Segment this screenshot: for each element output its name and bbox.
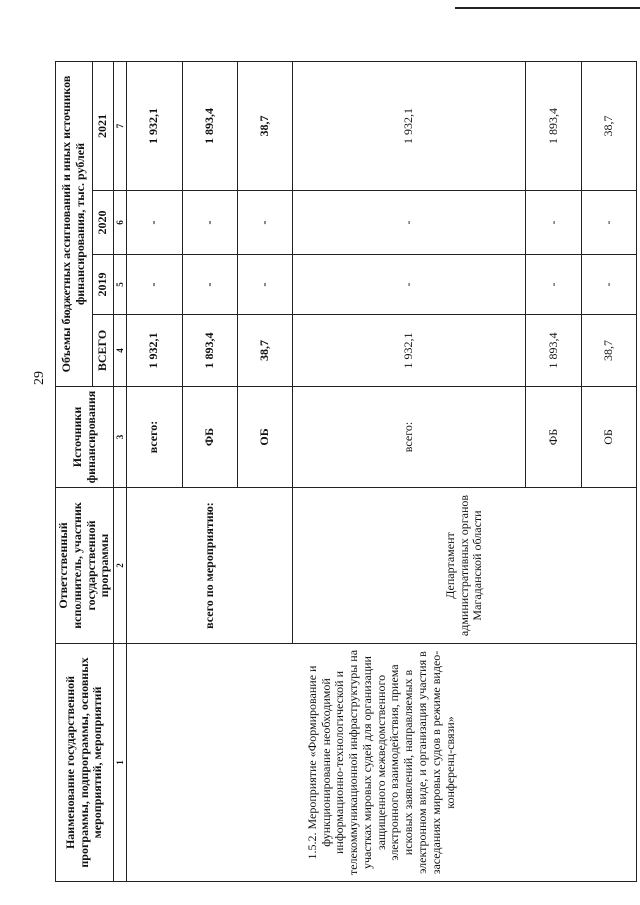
header-2021: 2021 xyxy=(93,62,114,191)
col-number: 2 xyxy=(114,488,127,644)
header-2020: 2020 xyxy=(93,191,114,255)
header-source: Источники финансирования xyxy=(56,387,114,488)
row-2019: - xyxy=(581,255,636,315)
department-name: Департамент административных органов Магаданской области xyxy=(293,488,637,644)
page-number: 29 xyxy=(32,371,47,385)
col-number: 6 xyxy=(114,191,127,255)
row-total: 38,7 xyxy=(237,315,292,387)
header-measure: Наименование государственной программы, подпрограммы, основных мероприятий, мероприятий xyxy=(56,644,114,882)
row-total: 1 932,1 xyxy=(127,315,182,387)
row-2021: 1 932,1 xyxy=(127,62,182,191)
header-total: ВСЕГО xyxy=(93,315,114,387)
col-number: 4 xyxy=(114,315,127,387)
row-total: 38,7 xyxy=(581,315,636,387)
row-2021: 38,7 xyxy=(581,62,636,191)
all-measure-label: всего по мероприятию: xyxy=(127,488,293,644)
header-2019: 2019 xyxy=(93,255,114,315)
measure-name: 1.5.2. Мероприятие «Формирование и функционирование необходимой информационно-технологической и телекоммуникационной инфраструктуры на участках мировых судей для организации защищенного межведомственного электронного взаимодействия, приема исковых заявлений, направляемых в электронном виде, и организация участия в заседаниях мировых судов в режиме видео-конференц-связи» xyxy=(127,644,637,882)
header-budget-group: Объемы бюджетных ассигнований и иных источников финансирования, тыс. рублей xyxy=(56,62,93,387)
header-rule xyxy=(455,7,640,9)
col-number: 7 xyxy=(114,62,127,191)
row-2021: 1 893,4 xyxy=(526,62,581,191)
row-total: 1 932,1 xyxy=(293,315,526,387)
row-2020: - xyxy=(127,191,182,255)
row-source: ОБ xyxy=(237,387,292,488)
row-2020: - xyxy=(237,191,292,255)
row-2020: - xyxy=(293,191,526,255)
row-2020: - xyxy=(581,191,636,255)
row-2020: - xyxy=(182,191,237,255)
row-source: ФБ xyxy=(526,387,581,488)
col-number: 5 xyxy=(114,255,127,315)
budget-table xyxy=(55,61,637,882)
rotated-table-wrapper xyxy=(55,62,637,882)
row-source: всего: xyxy=(127,387,182,488)
col-number: 1 xyxy=(114,644,127,882)
row-2019: - xyxy=(526,255,581,315)
row-total: 1 893,4 xyxy=(526,315,581,387)
row-source: ФБ xyxy=(182,387,237,488)
row-2019: - xyxy=(182,255,237,315)
row-2021: 1 932,1 xyxy=(293,62,526,191)
row-2021: 38,7 xyxy=(237,62,292,191)
row-source: всего: xyxy=(293,387,526,488)
row-2020: - xyxy=(526,191,581,255)
row-2019: - xyxy=(127,255,182,315)
row-total: 1 893,4 xyxy=(182,315,237,387)
row-2019: - xyxy=(237,255,292,315)
col-number: 3 xyxy=(114,387,127,488)
row-2019: - xyxy=(293,255,526,315)
row-2021: 1 893,4 xyxy=(182,62,237,191)
row-source: ОБ xyxy=(581,387,636,488)
header-executor: Ответственный исполнитель, участник государственной программы xyxy=(56,488,114,644)
